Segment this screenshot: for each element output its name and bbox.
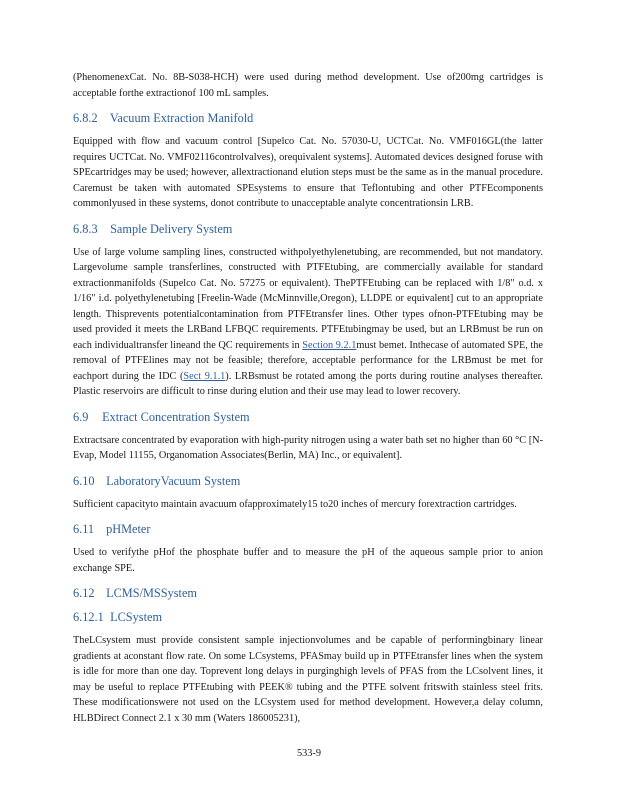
paragraph-text: must bemet. Inthecase of automated SPE, the removal of PTFElines may not be feasible; therefore, acceptable performance for the LRBmust be met for eachport during the IDC ( bbox=[73, 339, 543, 382]
intro-paragraph: (PhenomenexCat. No. 8B-S038-HCH) were used during method development. Use of200mg cartridges is acceptable forthe extractionof 100 mL samples. bbox=[73, 72, 543, 99]
section-heading-6-12-1 bbox=[73, 609, 543, 625]
section-title: Sample Delivery System bbox=[110, 221, 233, 236]
section-number: 6.12 bbox=[73, 586, 95, 600]
section-6-12-1-paragraph: TheLCsystem must provide consistent sample injectionvolumes and be capable of performingbinary linear gradients at aconstant flow rate. On some LCsystems, PFASmay build up in PTFEtransfer lines when the system is idle for more than one day. Toprevent long delays in purginghigh levels of PFAS from the LCsolvent lines, it may be useful to replace PTFEtubing with PEEK® tubing and the PTFE solvent fritswith stainless steel frits. These modificationswere not used on the LCsystem used for method development. However,a delay column, HLBDirect Connect 2.1 x 30 mm (Waters 186005231), bbox=[73, 635, 543, 724]
section-6-8-2-paragraph: Equipped with flow and vacuum control [Supelco Cat. No. 57030-U, UCTCat. No. VMF016GL(the latter requires UCTCat. No. VMF02116controlvalves), orequivalent systems]. Automated devices designed foruse with SPEcartridges may be used; however, allextractionand elution steps must be the same as in the manual procedure. Caremust be taken with automated SPEsystems to ensure that Teflontubing and other PTFEcomponents commonlyused in these systems, donot contribute to unacceptable analyte concentrationsin LRB. bbox=[73, 136, 543, 209]
section-9-2-1-link[interactable]: Section 9.2.1 bbox=[302, 339, 357, 351]
paragraph-text: Use of large volume sampling lines, constructed withpolyethylenetubing, are recommended, but not mandatory. Largevolume sample transferlines, constructed with PTFEtubing, are commercially available for standard extractionmanifolds (Supelco Cat. No. 57275 or equivalent). ThePTFEtubing can be replaced with 1/8" o.d. x 1/16" i.d. polyethylenetubing [Freelin-Wade (McMinnville,Oregon), LLDPE or equivalent] cut to an appropriate length. Thisprevents potentialcontamination from PTFEtransfer lines. Other types ofnon-PTFEtubing may be used provided it meets the LRBand LFBQC requirements. PTFEtubingmay be used, but an LRBmust be run on each individualtransfer lineand the QC requirements in bbox=[73, 246, 543, 351]
section-title: Vacuum Extraction Manifold bbox=[109, 111, 254, 125]
section-title: LCSystem bbox=[110, 610, 163, 624]
section-heading-6-12 bbox=[73, 585, 543, 601]
section-6-10-paragraph: Sufficient capacityto maintain avacuum ofapproximately15 to20 inches of mercury forextraction cartridges. bbox=[73, 498, 517, 510]
section-heading-6-8-3 bbox=[73, 221, 543, 237]
section-heading-6-11 bbox=[73, 521, 543, 537]
section-title: pHMeter bbox=[106, 522, 151, 536]
section-number: 6.12.1 bbox=[73, 610, 104, 624]
paragraph-text: ). LRBsmust be rotated among the ports during routine analyses thereafter. Plastic reservoirs are difficult to rinse during elution and their use may lead to lower recovery. bbox=[73, 370, 544, 397]
section-heading-6-8-2 bbox=[73, 110, 543, 126]
section-6-11-paragraph: Used to verifythe pHof the phosphate buffer and to measure the pH of the aqueous sample prior to anion exchange SPE. bbox=[73, 547, 543, 574]
page-content bbox=[73, 70, 543, 735]
section-number: 6.11 bbox=[73, 522, 95, 536]
section-6-9-paragraph: Extractsare concentrated by evaporation with high-purity nitrogen using a water bath set no higher than 60 °C [N-Evap, Model 11155, Organomation Associates(Berlin, MA) Inc., or equivalent]. bbox=[73, 434, 543, 461]
section-9-1-1-link[interactable]: Sect 9.1.1 bbox=[183, 370, 226, 382]
section-6-8-3-paragraph bbox=[73, 245, 543, 400]
section-heading-6-10 bbox=[73, 473, 543, 489]
section-title: LaboratoryVacuum System bbox=[106, 473, 241, 488]
section-number: 6.10 bbox=[73, 473, 95, 488]
page-number: 533-9 bbox=[296, 748, 322, 759]
section-title: Extract Concentration System bbox=[102, 409, 250, 424]
section-title: LCMS/MSSystem bbox=[106, 586, 197, 600]
section-heading-6-9 bbox=[73, 409, 543, 425]
section-number: 6.8.2 bbox=[73, 111, 98, 125]
section-number: 6.8.3 bbox=[73, 221, 98, 236]
section-number: 6.9 bbox=[73, 409, 89, 424]
